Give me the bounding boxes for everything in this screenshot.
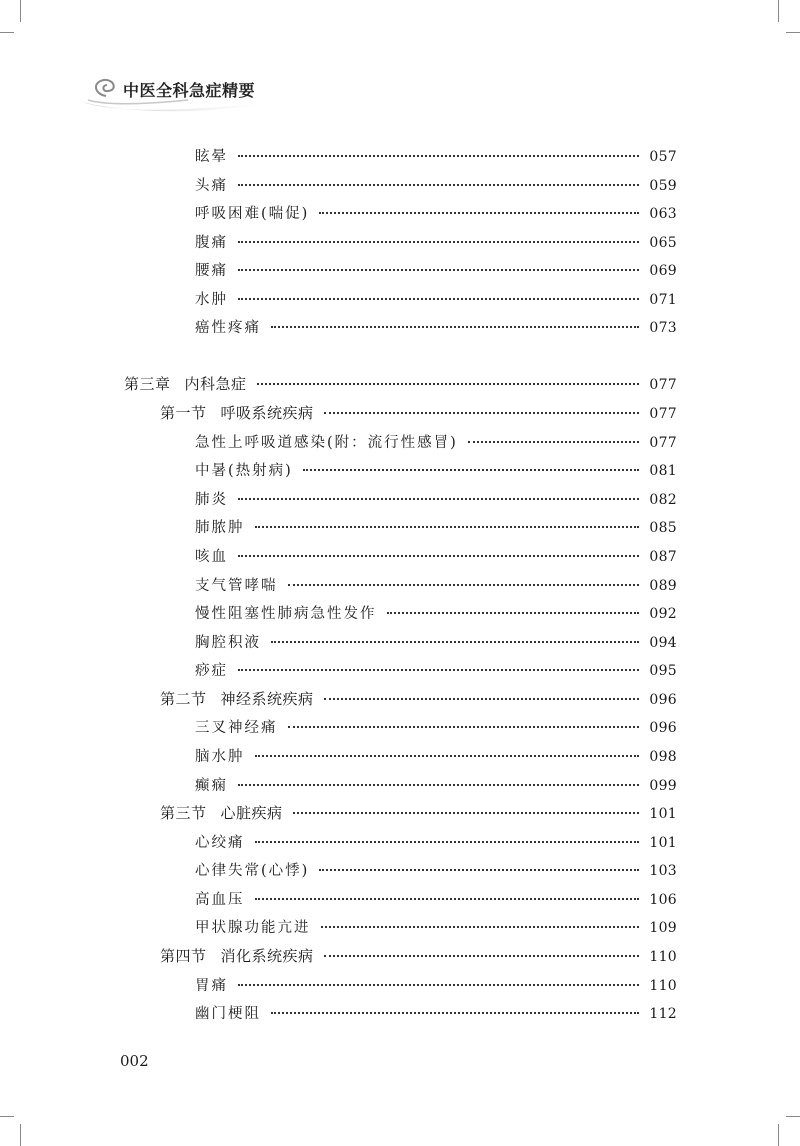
leader-dots <box>238 497 639 500</box>
leader-dots <box>271 640 639 643</box>
toc-entry-label: 脑水肿 <box>195 749 245 765</box>
toc-entry-page: 089 <box>649 578 677 594</box>
leader-dots <box>319 211 639 214</box>
toc-section[interactable] <box>160 945 677 969</box>
toc-entry[interactable] <box>195 145 677 169</box>
toc-entry[interactable] <box>195 259 677 283</box>
toc-entry-page: 063 <box>649 206 677 222</box>
crop-mark <box>20 1124 21 1146</box>
crop-mark <box>20 0 21 22</box>
crop-mark <box>786 32 800 33</box>
toc-entry-label: 肺炎 <box>195 492 228 508</box>
leader-dots <box>238 554 639 557</box>
toc-entry-page: 109 <box>649 920 677 936</box>
section-title: 神经系统疾病 <box>220 690 314 708</box>
leader-dots <box>288 725 640 728</box>
toc-section-page: 077 <box>649 406 677 422</box>
toc-entry-label: 支气管哮喘 <box>195 578 278 594</box>
toc-entry-page: 098 <box>649 749 677 765</box>
toc-entry[interactable] <box>195 831 677 855</box>
toc-entry[interactable] <box>195 1002 677 1026</box>
toc-entry-page: 071 <box>649 292 677 308</box>
leader-dots <box>238 297 639 300</box>
leader-dots <box>271 325 639 328</box>
toc-entry[interactable] <box>195 859 677 883</box>
toc-entry[interactable] <box>195 516 677 540</box>
toc-section[interactable] <box>160 688 677 712</box>
toc-section-page: 110 <box>649 949 677 965</box>
toc-section-label <box>160 402 314 423</box>
toc-entry-page: 101 <box>649 835 677 851</box>
section-title: 呼吸系统疾病 <box>220 404 314 422</box>
toc-entry[interactable] <box>195 974 677 998</box>
running-header <box>78 70 318 116</box>
leader-dots <box>255 754 640 757</box>
toc-entry[interactable] <box>195 459 677 483</box>
toc-entry-label: 慢性阻塞性肺病急性发作 <box>195 606 377 622</box>
toc-entry-label: 癫痫 <box>195 778 228 794</box>
toc-entry-label: 腰痛 <box>195 263 228 279</box>
section-number: 第一节 <box>160 404 207 422</box>
toc-section-page: 096 <box>649 692 677 708</box>
leader-dots <box>324 411 639 414</box>
leader-dots <box>271 1011 639 1014</box>
leader-dots <box>238 183 639 186</box>
leader-dots <box>238 783 639 786</box>
toc-entry[interactable] <box>195 574 677 598</box>
toc-chapter-label <box>124 373 247 394</box>
leader-dots <box>293 811 639 814</box>
chapter-title: 内科急症 <box>184 375 247 393</box>
toc-entry[interactable] <box>195 231 677 255</box>
toc-entry-label: 眩晕 <box>195 149 228 165</box>
leader-dots <box>238 154 639 157</box>
crop-mark <box>778 1124 779 1146</box>
toc-entry-label: 水肿 <box>195 292 228 308</box>
toc-entry[interactable] <box>195 202 677 226</box>
crop-mark <box>0 1116 14 1117</box>
toc-chapter-page: 077 <box>649 377 677 393</box>
toc-entry[interactable] <box>195 716 677 740</box>
leader-dots <box>238 240 639 243</box>
crop-mark <box>0 32 14 33</box>
toc-entry-label: 咳血 <box>195 549 228 565</box>
toc-entry[interactable] <box>195 602 677 626</box>
section-number: 第四节 <box>160 947 207 965</box>
toc-entry-label: 肺脓肿 <box>195 520 245 536</box>
toc-entry-page: 099 <box>649 778 677 794</box>
toc-entry-label: 三叉神经痛 <box>195 720 278 736</box>
toc-entry-label: 头痛 <box>195 178 228 194</box>
chapter-number: 第三章 <box>124 375 171 393</box>
leader-dots <box>324 954 639 957</box>
toc-section-page: 101 <box>649 806 677 822</box>
toc-entry-page: 065 <box>649 235 677 251</box>
toc-entry-page: 112 <box>649 1006 677 1022</box>
toc-entry-page: 092 <box>649 606 677 622</box>
toc-entry-page: 059 <box>649 178 677 194</box>
toc-entry-label: 中暑(热射病) <box>195 463 293 479</box>
toc-entry[interactable] <box>195 774 677 798</box>
section-title: 消化系统疾病 <box>220 947 314 965</box>
toc-entry-label: 甲状腺功能亢进 <box>195 920 311 936</box>
toc-entry-label: 心绞痛 <box>195 835 245 851</box>
toc-entry[interactable] <box>195 431 677 455</box>
toc-entry-page: 110 <box>649 978 677 994</box>
toc-section[interactable] <box>160 802 677 826</box>
section-title: 心脏疾病 <box>220 804 283 822</box>
toc-entry[interactable] <box>195 745 677 769</box>
toc-entry[interactable] <box>195 659 677 683</box>
toc-entry-label: 痧症 <box>195 663 228 679</box>
toc-entry-label: 心律失常(心悸) <box>195 863 310 879</box>
leader-dots <box>255 525 640 528</box>
toc-section[interactable] <box>160 402 677 426</box>
toc-entry-page: 087 <box>649 549 677 565</box>
toc-entry[interactable] <box>195 174 677 198</box>
leader-dots <box>255 897 640 900</box>
toc-entry-page: 096 <box>649 720 677 736</box>
toc-entry[interactable] <box>195 488 677 512</box>
leader-dots <box>288 583 640 586</box>
toc-entry-label: 胃痛 <box>195 978 228 994</box>
toc-entry-label: 幽门梗阻 <box>195 1006 261 1022</box>
toc-entry[interactable] <box>195 888 677 912</box>
toc-section-label <box>160 688 314 709</box>
toc-entry-label: 癌性疼痛 <box>195 320 261 336</box>
page-number: 002 <box>120 1052 149 1070</box>
toc-entry[interactable] <box>195 631 677 655</box>
leader-dots <box>238 668 639 671</box>
toc-section-label <box>160 945 314 966</box>
leader-dots <box>387 611 640 614</box>
toc-entry-label: 胸腔积液 <box>195 635 261 651</box>
toc-entry-label: 腹痛 <box>195 235 228 251</box>
crop-mark <box>778 0 779 22</box>
toc-entry-label: 呼吸困难(喘促) <box>195 206 310 222</box>
toc-entry-page: 082 <box>649 492 677 508</box>
toc-entry-page: 094 <box>649 635 677 651</box>
toc-entry-label: 高血压 <box>195 892 245 908</box>
toc-entry-page: 081 <box>649 463 677 479</box>
toc-entry-label: 急性上呼吸道感染(附：流行性感冒) <box>195 435 458 451</box>
leader-dots <box>321 925 640 928</box>
toc-entry-page: 077 <box>649 435 677 451</box>
toc-entry-page: 069 <box>649 263 677 279</box>
toc-section-label <box>160 802 283 823</box>
toc-entry[interactable] <box>195 545 677 569</box>
leader-dots <box>238 983 639 986</box>
toc-entry[interactable] <box>195 316 677 340</box>
section-number: 第二节 <box>160 690 207 708</box>
toc-chapter[interactable] <box>124 373 677 397</box>
leader-dots <box>238 268 639 271</box>
leader-dots <box>324 697 639 700</box>
leader-dots <box>319 868 639 871</box>
section-number: 第三节 <box>160 804 207 822</box>
toc-entry-page: 073 <box>649 320 677 336</box>
toc-entry-page: 085 <box>649 520 677 536</box>
toc-entry-page: 095 <box>649 663 677 679</box>
toc-entry[interactable] <box>195 916 677 940</box>
leader-dots <box>468 440 639 443</box>
toc-entry-page: 057 <box>649 149 677 165</box>
toc-entry[interactable] <box>195 288 677 312</box>
toc-entry-page: 106 <box>649 892 677 908</box>
book-title: 中医全科急症精要 <box>123 81 256 100</box>
toc-entry-page: 103 <box>649 863 677 879</box>
leader-dots <box>255 840 640 843</box>
leader-dots <box>257 382 639 385</box>
leader-dots <box>303 468 639 471</box>
crop-mark <box>786 1116 800 1117</box>
